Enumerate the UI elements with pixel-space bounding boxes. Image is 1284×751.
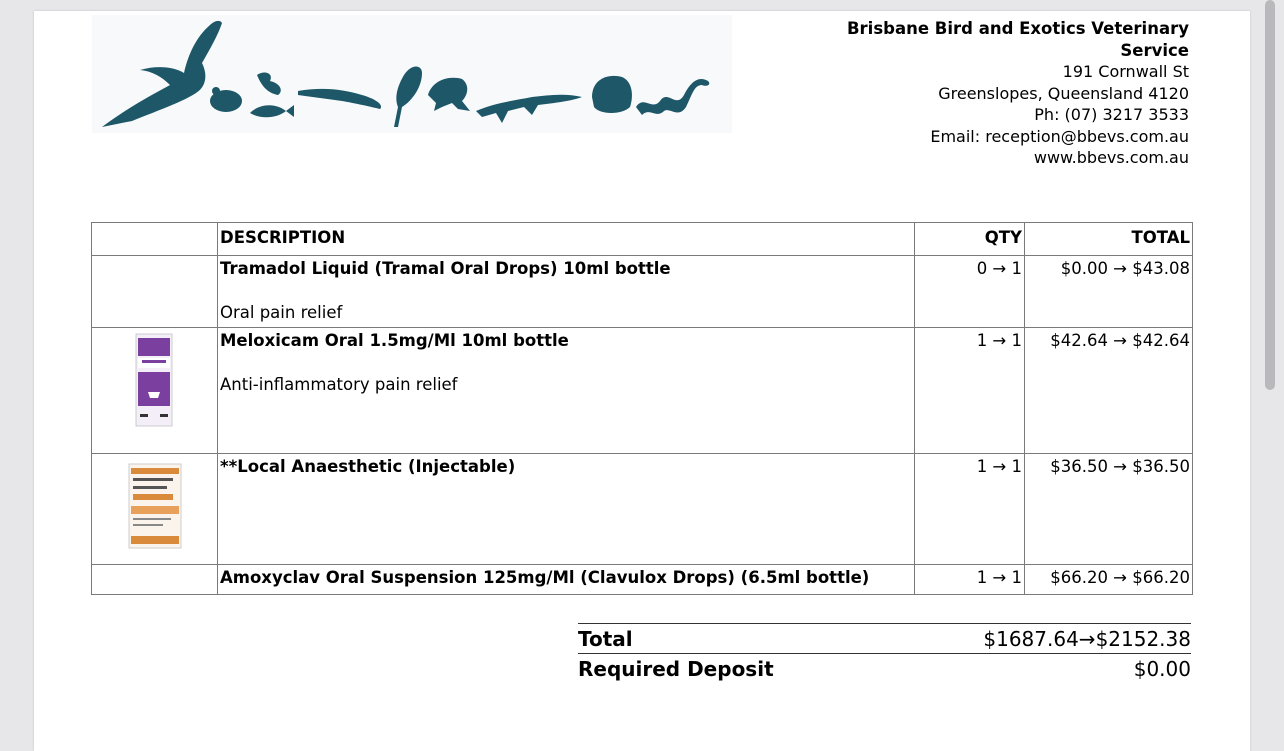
item-total: $0.00 → $43.08: [1025, 256, 1193, 328]
table-row: [92, 565, 1193, 595]
item-qty: 0 → 1: [915, 256, 1025, 328]
header-qty: QTY: [915, 223, 1025, 256]
invoice-summary: [578, 623, 1191, 683]
item-title: Amoxyclav Oral Suspension 125mg/Ml (Clavulox Drops) (6.5ml bottle): [220, 568, 870, 587]
row-image-cell: [92, 565, 218, 595]
row-description: [218, 565, 915, 595]
item-total: $36.50 → $36.50: [1025, 454, 1193, 565]
scrollbar[interactable]: [1265, 0, 1275, 390]
item-title: **Local Anaesthetic (Injectable): [220, 457, 516, 476]
item-title: Tramadol Liquid (Tramal Oral Drops) 10ml bottle: [220, 259, 671, 278]
website[interactable]: www.bbevs.com.au: [1033, 148, 1189, 167]
total-label: Total: [578, 626, 633, 651]
item-total: $66.20 → $66.20: [1025, 565, 1193, 595]
deposit-label: Required Deposit: [578, 656, 774, 681]
header-image-cell: [92, 223, 218, 256]
items-table: [91, 222, 1193, 595]
item-qty: 1 → 1: [915, 454, 1025, 565]
item-title: Meloxicam Oral 1.5mg/Ml 10ml bottle: [220, 331, 569, 350]
deposit-value: $0.00: [1133, 656, 1191, 681]
item-total: $42.64 → $42.64: [1025, 328, 1193, 454]
header-description: DESCRIPTION: [218, 223, 915, 256]
clinic-address-block: [829, 18, 1189, 169]
header-total: TOTAL: [1025, 223, 1193, 256]
row-image-cell: [92, 256, 218, 328]
row-image-cell: [92, 454, 218, 565]
table-row: [92, 454, 1193, 565]
clinic-logo: [92, 15, 732, 133]
row-description: [218, 328, 915, 454]
total-value: $1687.64→$2152.38: [983, 626, 1191, 651]
item-qty: 1 → 1: [915, 565, 1025, 595]
item-subtitle: Oral pain relief: [220, 303, 343, 322]
lignocaine-box-image: [123, 454, 187, 554]
address-line-1: 191 Cornwall St: [1062, 62, 1189, 81]
clinic-name: Brisbane Bird and Exotics Veterinary Service: [846, 19, 1189, 60]
item-subtitle: Anti-inflammatory pain relief: [220, 375, 458, 394]
email[interactable]: Email: reception@bbevs.com.au: [930, 126, 1189, 146]
table-row: [92, 328, 1193, 454]
address-line-2: Greenslopes, Queensland 4120: [938, 83, 1189, 103]
total-row: [578, 623, 1191, 653]
row-image-cell: [92, 328, 218, 454]
meloxicam-box-image: [130, 328, 180, 438]
deposit-row: [578, 653, 1191, 683]
phone: Ph: (07) 3217 3533: [1034, 105, 1189, 124]
table-header-row: [92, 223, 1193, 256]
item-qty: 1 → 1: [915, 328, 1025, 454]
row-description: [218, 256, 915, 328]
table-row: [92, 256, 1193, 328]
row-description: [218, 454, 915, 565]
